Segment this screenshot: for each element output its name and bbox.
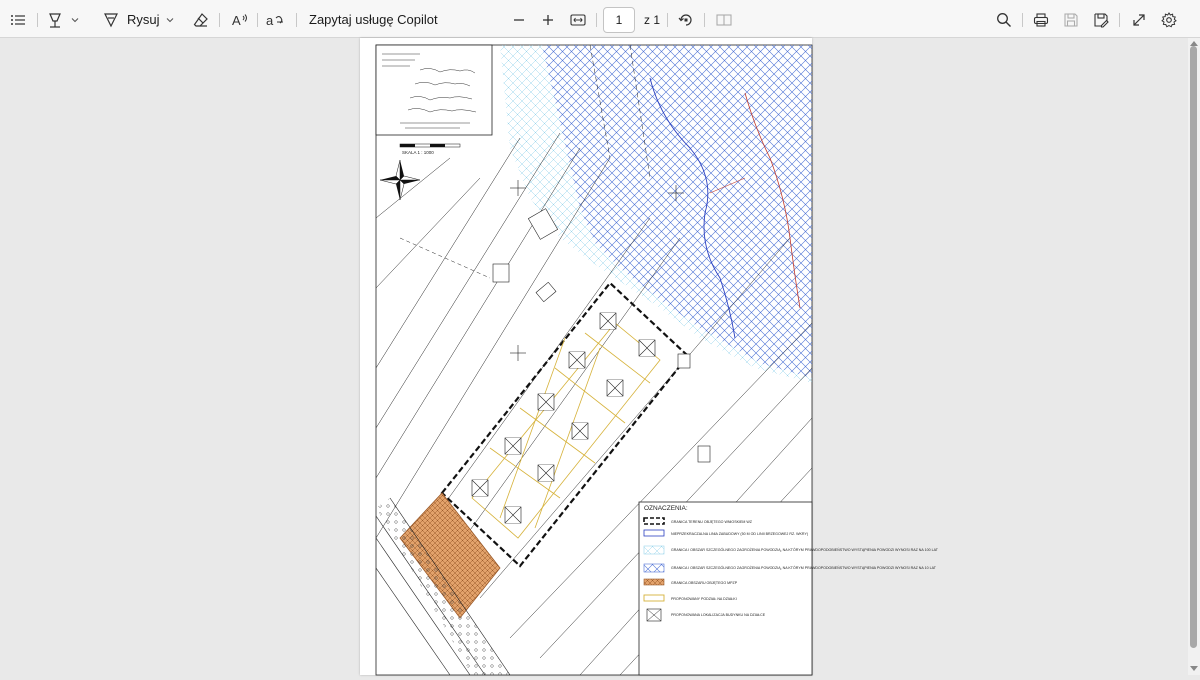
contents-icon[interactable] <box>8 10 28 30</box>
separator <box>1022 13 1023 27</box>
site-plan-map <box>360 38 938 675</box>
eraser-icon[interactable] <box>191 10 211 30</box>
draw-icon[interactable] <box>101 10 121 30</box>
stamp-block <box>376 45 492 135</box>
separator <box>1119 13 1120 27</box>
print-icon[interactable] <box>1031 10 1051 30</box>
pdf-page <box>360 38 938 675</box>
legend-item-4: GRANICA OBSZARU OBJĘTEGO MPZP <box>671 581 738 585</box>
read-aloud-icon[interactable] <box>229 10 251 30</box>
map-legend <box>639 502 939 675</box>
legend-item-2: GRANICA I OBSZAR SZCZEGÓLNEGO ZAGROŻENIA POWODZIĄ, NA KTÓRYM PRAWDOPODOBIEŃSTWO WYSTĄPIENIA POWODZI WYNOSI RAZ NA 100 LAT <box>671 548 938 552</box>
svg-text:a: a <box>266 13 274 28</box>
highlight-icon[interactable] <box>45 10 65 30</box>
save-icon[interactable] <box>1061 10 1081 30</box>
scale-label: SKALA 1 : 1000 <box>402 150 434 155</box>
separator <box>257 13 258 27</box>
document-viewer[interactable] <box>0 38 1200 675</box>
scroll-down-icon[interactable] <box>1190 666 1198 672</box>
copilot-button[interactable]: Zapytaj usługę Copilot <box>309 12 438 27</box>
zoom-out-icon[interactable] <box>509 10 529 30</box>
chevron-down-icon[interactable] <box>163 12 177 28</box>
save-as-icon[interactable] <box>1091 10 1111 30</box>
expand-icon[interactable] <box>1129 10 1149 30</box>
separator <box>219 13 220 27</box>
legend-item-6: PROPONOWANA LOKALIZACJA BUDYNKU NA DZIAŁCE <box>671 613 766 617</box>
pdf-toolbar <box>0 0 1200 38</box>
legend-title: OZNACZENIA: <box>644 505 688 512</box>
flood-zone-10 <box>542 45 812 378</box>
separator <box>296 13 297 27</box>
translate-icon[interactable] <box>265 10 287 30</box>
page-number-input[interactable] <box>603 7 635 33</box>
two-page-view-icon[interactable] <box>713 10 735 30</box>
svg-text:A: A <box>232 13 241 28</box>
search-icon[interactable] <box>994 10 1014 30</box>
page-total-label: z 1 <box>644 13 661 27</box>
north-arrow-icon <box>380 160 420 200</box>
scale-bar <box>400 144 460 155</box>
separator <box>667 13 668 27</box>
settings-gear-icon[interactable] <box>1159 10 1179 30</box>
separator <box>596 13 597 27</box>
scrollbar-thumb[interactable] <box>1190 46 1197 648</box>
legend-item-1: NIEPRZEKRACZALNA LINIA ZABUDOWY (50 M OD LINII BRZEGOWEJ RZ. WKRY) <box>671 532 809 536</box>
chevron-down-icon[interactable] <box>68 12 82 28</box>
separator <box>704 13 705 27</box>
legend-item-0: GRANICA TERENU OBJĘTEGO WNIOSKIEM WZ <box>671 520 752 524</box>
rotate-icon[interactable] <box>676 10 696 30</box>
legend-item-3: GRANICA I OBSZAR SZCZEGÓLNEGO ZAGROŻENIA POWODZIĄ, NA KTÓRYM PRAWDOPODOBIEŃSTWO WYSTĄPIENIA POWODZI WYNOSI RAZ NA 10 LAT <box>671 566 936 570</box>
draw-label[interactable]: Rysuj <box>127 12 160 27</box>
legend-item-5: PROPONOWANY PODZIAŁ NA DZIAŁKI <box>671 597 737 601</box>
zoom-in-icon[interactable] <box>538 10 558 30</box>
fit-width-icon[interactable] <box>567 10 589 30</box>
separator <box>37 13 38 27</box>
